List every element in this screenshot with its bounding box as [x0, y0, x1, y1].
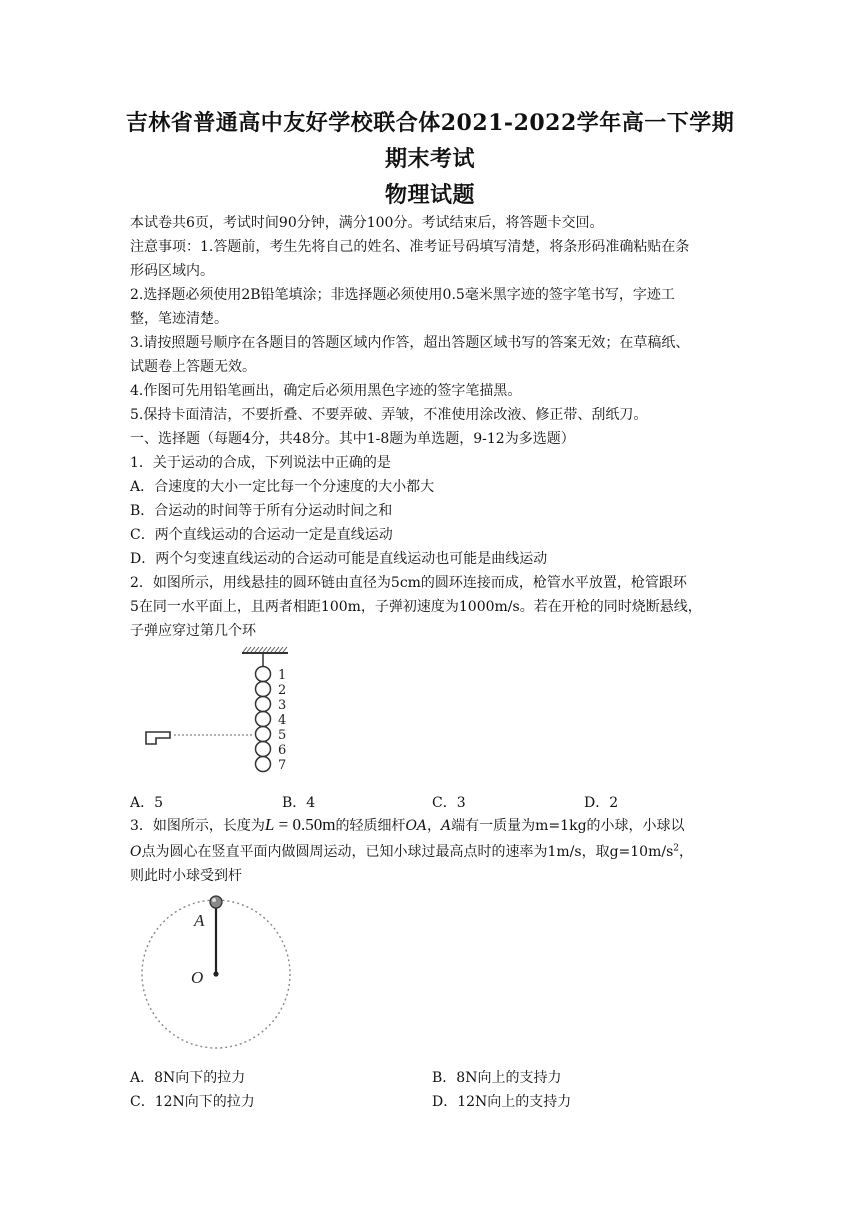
ring-label: 6: [278, 743, 287, 758]
ring-chain: [256, 667, 271, 772]
length-symbol: L: [264, 815, 275, 834]
end-label: A: [441, 818, 452, 834]
instruction-line: 4.作图可先用铅笔画出，确定后必须用黑色字迹的签字笔描黑。: [130, 383, 522, 399]
superscript: 2: [673, 843, 679, 854]
rod-label: OA: [405, 818, 428, 834]
instruction-line: 2.选择题必须使用2B铅笔填涂；非选择题必须使用0.5毫米黑字迹的签字笔书写，字迹工: [130, 287, 675, 303]
section-heading: 一、选择题（每题4分，共48分。其中1-8题为单选题，9-12为多选题）: [130, 431, 575, 447]
question-stem: 1．关于运动的合成，下列说法中正确的是: [130, 455, 391, 471]
instruction-line: 本试卷共6页，考试时间90分钟，满分100分。考试结束后，将答题卡交回。: [130, 215, 604, 231]
answer-option: C．12N向下的拉力: [130, 1094, 255, 1110]
ring: [256, 712, 271, 727]
question-stem: 2．如图所示，用线悬挂的圆环链由直径为5cm的圆环连接而成，枪管水平放置，枪管跟环: [130, 575, 687, 591]
question-stem: 则此时小球受到杆: [130, 868, 242, 884]
instruction-line: 5.保持卡面清洁，不要折叠、不要弄破、弄皱，不准使用涂改液、修正带、刮纸刀。: [130, 407, 648, 423]
answer-option: C．两个直线运动的合运动一定是直线运动: [130, 527, 393, 543]
instruction-line: 试题卷上答题无效。: [130, 359, 256, 375]
stem-text: 的轻质细杆: [335, 818, 406, 834]
exam-title-line2: 期末考试: [384, 146, 475, 172]
ring: [256, 742, 271, 757]
instruction-line: 3.请按照题号顺序在各题目的答题区域内作答，超出答题区域书写的答案无效；在草稿纸、: [130, 335, 690, 351]
question-stem: 子弹应穿过第几个环: [130, 623, 256, 639]
answer-option: A．合速度的大小一定比每一个分速度的大小都大: [130, 479, 435, 495]
ring: [256, 667, 271, 682]
question-stem: 5在同一水平面上，且两者相距100m，子弹初速度为1000m/s。若在开枪的同时烧断悬线，: [130, 599, 702, 615]
stem-text: ，: [427, 818, 442, 834]
answer-option: D．2: [584, 795, 619, 811]
exam-title-line1: 吉林省普通高中友好学校联合体2021-2022学年高一下学期: [125, 110, 735, 136]
answer-option: B．4: [282, 795, 316, 811]
pivot-point: [213, 971, 218, 976]
ring: [256, 697, 271, 712]
ring: [256, 727, 271, 742]
ring-label: 1: [278, 668, 287, 683]
question-stem: [130, 815, 685, 835]
answer-option: D．两个匀变速直线运动的合运动可能是直线运动也可能是曲线运动: [130, 551, 548, 567]
gun-icon: [146, 732, 170, 744]
answer-option: A．8N向下的拉力: [130, 1070, 246, 1086]
ring-label: 7: [278, 758, 287, 773]
instruction-line: 形码区域内。: [130, 263, 214, 279]
point-a-label: A: [194, 911, 205, 930]
stem-text: 3．如图所示，长度为: [130, 818, 265, 834]
ring: [256, 682, 271, 697]
circular-motion-figure: [130, 890, 310, 1060]
ring-label: 2: [278, 683, 287, 698]
instruction-line: 整，笔迹清楚。: [130, 311, 228, 327]
exam-subject-title: 物理试题: [384, 182, 475, 208]
ring-label: 5: [278, 728, 287, 743]
instruction-line: 注意事项：1.答题前，考生先将自己的姓名、准考证号码填写清楚，将条形码准确粘贴在条: [130, 239, 690, 255]
ring-label: 3: [278, 698, 287, 713]
answer-option: C．3: [432, 795, 466, 811]
ball: [210, 896, 222, 908]
ball-highlight: [212, 898, 216, 902]
answer-option: D．12N向上的支持力: [432, 1094, 572, 1110]
ring: [256, 757, 271, 772]
question-stem: [130, 841, 693, 861]
stem-text: 端有一质量为m=1kg的小球，小球以: [451, 818, 685, 834]
answer-option: B．8N向上的支持力: [432, 1070, 562, 1086]
ring-label: 4: [278, 713, 287, 728]
stem-text: ，: [679, 844, 693, 860]
ceiling-hatch: [243, 647, 287, 652]
answer-option: B．合运动的时间等于所有分运动时间之和: [130, 503, 393, 519]
answer-option: A．5: [130, 795, 164, 811]
length-value: = 0.50m: [274, 815, 336, 834]
ring-chain-figure: [130, 644, 310, 784]
point-o-label: O: [191, 968, 204, 987]
stem-text: 点为圆心在竖直平面内做圆周运动，已知小球过最高点时的速率为1m/s，取g=10m/s: [141, 844, 674, 860]
center-label: O: [130, 844, 142, 860]
